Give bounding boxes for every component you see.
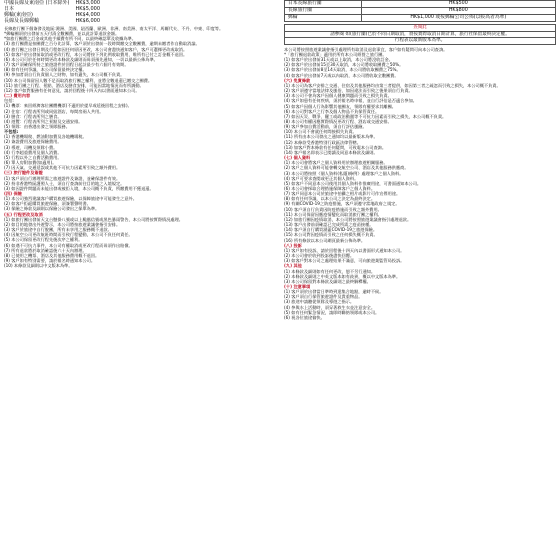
fee-row <box>285 8 556 15</box>
text-line: (3) 本公司保留對本條款及細則之最終解釋權。 <box>284 278 371 284</box>
price-value: HK$3,000 <box>75 0 101 6</box>
text-line: (6) 本公司可於任何時間更改本條款及細則而毋須預先通知，一切以最新公佈為準。 <box>4 56 158 62</box>
text-line: (2) 客戶須遵守當地法律及風俗，如因違法而引致之後果須自行負責。 <box>284 88 413 94</box>
section-heading: (七) 個人資料 <box>284 155 311 161</box>
text-line: (4) 如客戶於出發前7天或以內取消，本公司將收取全數團費。 <box>284 72 399 78</box>
text-line: (14) 客戶報名即表示已閱讀及同意本條款及細則。 <box>284 149 378 155</box>
text-line: (13) 客戶出發前須確認已完成所需之疫苗接種。 <box>284 222 374 228</box>
text-line: (7) 客戶須確保所持之旅遊證件於回程日起計最少有六個月有效期。 <box>4 62 129 68</box>
text-line: (3) 客戶於旅途中自行脫團，所有未享用之服務概不退款。 <box>4 227 112 233</box>
right-column <box>284 0 558 320</box>
text-line: (6) 如遇不可抗力事件，本公司有權取消或更改行程而毋須作出賠償。 <box>4 242 133 248</box>
text-line: (4) 旅行團之出發日期及行程如因任何原因更改，本公司會盡快通知客戶，客戶可選擇更改或取消。 <box>4 46 188 52</box>
notice-box <box>284 24 556 45</box>
text-line: (8) 如有任何爭議，本公司保留最終決定權。 <box>4 67 87 73</box>
text-line: (7) 客戶同意本公司於旅途中拍攝之相片或影片可作宣傳用途。 <box>284 191 401 197</box>
fee-value: HK$500 <box>361 1 555 8</box>
text-line: (1) 本公司會將客戶之個人資料用於辦理旅遊相關服務。 <box>284 160 388 166</box>
text-line: (1) 客戶如有投訴，請於回程後十四天內以書面形式通知本公司。 <box>284 247 405 253</box>
text-line: (6) 祝各位旅途愉快。 <box>284 314 325 320</box>
text-line: (7) 所有退款將於取消確認後六十天內辦理。 <box>4 247 87 253</box>
text-line: *如旅行團費之訂金或其他手續費有所不同，以最終確認單及收據為準。 <box>4 36 136 42</box>
text-line: 不包括: <box>4 129 19 135</box>
text-line: (3) 如因證件問題而未能出發或被拒入境，本公司概不負責，所繳費用不獲退還。 <box>4 185 154 191</box>
text-line: (11) 所有由本公司發出之通知均以最新版本為準。 <box>284 134 378 140</box>
text-line: (13) 如客戶對本條款有任何疑問，可致電本公司查詢。 <box>284 144 387 150</box>
section-heading: (九) 其他 <box>284 263 302 269</box>
notice-line: 查閱此 <box>285 25 555 32</box>
text-line: (2) 如目的地發出外遊警示，本公司將按旅遊業議會指引安排。 <box>4 221 121 227</box>
text-line: (1) 香港機場稅、燃油附加費及各地機場稅。 <box>4 134 87 140</box>
text-line: (8) 已使用之機票、酒店及其他服務費用概不退回。 <box>4 252 100 258</box>
text-line: (3) 本公司不會為客戶因個人健康問題而引致之損失負責。 <box>284 93 392 99</box>
text-line: 本公司將按照旅遊業議會指引處理所有取消及退款事宜，客戶如有疑問可向本公司查詢。 <box>284 46 448 52</box>
fee-value: HK$800 <box>361 8 555 15</box>
text-line: (3) 膳食：行程表所列之膳食。 <box>4 113 62 119</box>
text-line: (6) 單人房附加費(如適用)。 <box>4 160 57 166</box>
section-heading: (五) 行程更改及取消 <box>4 211 43 217</box>
notice-line: 行程表以最新版本為準。 <box>394 38 446 44</box>
text-line: (2) 客戶之個人資料可能會轉交航空公司、酒店及其他服務供應商。 <box>284 165 409 171</box>
price-label: 中國長線及東南亞 (日本除外) <box>4 0 70 6</box>
text-line: (1) 客戶須自行辦理所需之旅遊證件及簽證，並確保證件有效。 <box>4 175 121 181</box>
text-line: *「旅行團退款政策」適用於所有本公司經營之旅行團。 <box>284 51 387 57</box>
section-heading: (八) 投訴 <box>284 242 302 248</box>
text-line: 長線旅行團下個簽發及地區:澳洲、美國、紐西蘭、歐洲、非洲、南美洲、南太平洋、馬爾代夫、不丹、中東、印度等。 <box>4 26 224 31</box>
text-line: *郵輪團須於出發前五天付清全數團費，並以此計算退款金額。 <box>4 31 120 37</box>
price-value: HK$4,000 <box>75 12 101 18</box>
price-label: 日本 <box>4 6 15 12</box>
text-line: (10) 本公司不會就任何間接損失負責。 <box>284 129 357 135</box>
fee-value: HK$1,000 或按郵輪公司公佈(以較高者為準) <box>361 15 555 22</box>
text-line: (1) 客戶須於出發當日準時到達集合地點，逾時不候。 <box>284 289 384 295</box>
text-line: (3) 如客戶於出發前8至14天取消，本公司將收取團費之75%。 <box>284 67 401 73</box>
text-line: (10) 本公司保留因人數不足而取消旅行團之權利，並將全數退還已繳交之團費。 <box>4 77 153 83</box>
text-line: (9) 客戶如有特別需要，請於報名時通知本公司。 <box>4 258 96 264</box>
text-line: (14) 客戶須自行購買涵蓋COVID-19之旅遊保險。 <box>284 227 378 233</box>
text-line: (2) 持非香港特區護照人士，須自行查詢前往目的地之入境規定。 <box>4 180 125 186</box>
section-heading: (六) 免責條款 <box>284 77 311 83</box>
text-line: (1) 如旅行團出發前天文台懸掛八號或以上颱風信號或黑色暴雨警告，本公司將按實際情況處理。 <box>4 216 183 222</box>
text-line: (2) 本條款及細則之中英文版本如有歧異，概以中文版本為準。 <box>284 273 401 279</box>
text-line: (7) 如因天災、戰爭、罷工或政治動盪等不可抗力因素而引致之損失，本公司概不負責。 <box>284 113 447 119</box>
text-line: (4) 行李超重費用及個人消費。 <box>4 149 62 155</box>
text-line: (3) 旅行團費是按團費之百分比計算，客戶須於出發前一段時間繳交全數團費，逾期未繳者作自動取消論。 <box>4 41 200 47</box>
text-line: 包括: <box>4 98 14 104</box>
text-line: (4) 因航空公司更改航班時間而引致行程變動，本公司不負任何責任。 <box>4 232 133 238</box>
text-line: (9) 客戶參加自費活動前，須自行評估風險。 <box>284 124 367 130</box>
text-line: (5) 如有任何緊急情況，請即時聯絡領隊或本公司。 <box>284 309 380 315</box>
text-line: (3) 導遊、司機及領隊小費。 <box>4 144 58 150</box>
text-line: (10) 客戶須自行負責因防疫措施而引致之額外費用。 <box>284 206 382 212</box>
text-line: (4) 客戶如患有任何疾病，須於報名時申報，並自行評估是否適合參加。 <box>284 98 417 104</box>
price-row <box>4 18 106 24</box>
text-line: (3) 旅途中請聽從領隊及導遊之指示。 <box>284 299 355 305</box>
text-line: (5) 如客戶因個人行為影響其他團友，領隊有權要求其離團。 <box>284 103 396 109</box>
text-line: (2) 簽證費用及旅遊保險費用。 <box>4 139 62 145</box>
left-column <box>4 0 278 268</box>
text-line: (11) 旅行團之行程、景點、酒店及膳食安排，可能因當地情況而有所調動。 <box>4 82 144 88</box>
fee-row <box>285 15 556 22</box>
section-heading: (二) 費用內容 <box>4 93 31 99</box>
text-line: (5) 行程以外之自費活動費用。 <box>4 154 62 160</box>
text-line: (5) 如客戶不同意本公司使用其個人資料作推廣用途，可書面通知本公司。 <box>284 180 422 186</box>
text-line: (6) 本公司對客戶之行李及個人物品不負保管責任。 <box>284 108 380 114</box>
text-line: (15) 本公司對因疫情而引致之任何損失概不負責。 <box>284 232 378 238</box>
text-line: (4) 參與水上活動時，須穿著救生衣並注意安全。 <box>284 304 376 310</box>
text-line: (2) 住宿：行程表所列或同級酒店，每間房兩人共用。 <box>4 108 104 114</box>
text-line: (12) 如旅行團因疫情取消，本公司將按照旅遊業議會指引處理退款。 <box>284 216 412 222</box>
right-text-block <box>284 47 558 320</box>
text-line: (2) 本公司會於收到投訴後盡快回覆。 <box>284 253 355 259</box>
text-line: (4) 遊覽：行程表所列之景點及交通安排。 <box>4 118 83 124</box>
text-line: (11) 本公司保留因應疫情變化而取消旅行團之權利。 <box>284 211 382 217</box>
text-line: (9) 參加者須自行負責個人之財物，如有遺失，本公司概不負責。 <box>4 72 125 78</box>
text-line: (1) 本公司強烈建議客戶購買旅遊保險，以保障旅途中可能發生之意外。 <box>4 196 137 202</box>
text-line: (5) 本公司保留更改行程先後次序之權利。 <box>4 237 83 243</box>
text-line: (5) 如客戶於出發前取消或更改行程，本公司將按下列比例收取費用，唯所有已付之訂金概不退回。 <box>4 51 188 57</box>
price-label: 郵輪(東南亞) <box>4 12 33 18</box>
cancellation-fee-table <box>284 0 556 22</box>
left-text-block <box>4 26 278 268</box>
fee-label: 日本長線旅行團 <box>285 1 362 8</box>
text-line: (1) 本公司為客戶安排之交通、住宿及其他服務均由第三者提供，如因第三者之疏忽而引致之損失，本公司概不負責。 <box>284 82 501 88</box>
text-line: (2) 客戶須自行保管旅遊證件及貴重物品。 <box>284 294 363 300</box>
text-line: (2) 如客戶於出發前15至30天取消，本公司將收取團費之50%。 <box>284 62 404 68</box>
text-line: (8) 本公司有權因應實際情況更改行程、酒店或交通安排。 <box>284 118 392 124</box>
text-line: (2) 如客戶拒絕購買旅遊保險，須簽署聲明書。 <box>4 201 91 207</box>
fee-label: 長線旅行團 <box>285 8 362 15</box>
text-line: (16) 所有條款以本公司網頁最新公佈為準。 <box>284 237 366 243</box>
text-line: (3) 保險之條款及細則以保險公司發出之保單為準。 <box>4 206 100 212</box>
text-line: (1) 如客戶於出發前31天或以上取消，本公司將沒收訂金。 <box>284 57 393 63</box>
fee-label: 郵輪 <box>285 15 362 22</box>
text-line: (7) 因天氣、交通延誤或其他不可抗力因素所引致之額外費用。 <box>4 165 121 171</box>
text-line: (1) 本條款及細則如有任何更改，恕不另行通知。 <box>284 268 376 274</box>
price-value: HK$6,000 <box>75 18 101 24</box>
text-line: (4) 客戶可要求查閱或更正其個人資料。 <box>284 175 359 181</box>
text-line: (3) 如客戶對本公司之處理結果不滿意，可向旅遊業監管局投訴。 <box>284 258 405 264</box>
text-line: (10) 本條款及細則以中文版本為準。 <box>4 263 73 269</box>
price-label: 長線及長線郵輪 <box>4 18 40 24</box>
fee-row <box>285 1 556 8</box>
deposit-price-table <box>4 0 106 24</box>
text-line: (8) 如有任何爭議，以本公司之決定為最終決定。 <box>284 196 376 202</box>
notice-line: 請參閱 如(旅行團)已於不同日期取消，須按實際取消日期計算，旅行社保留最終決定權。 <box>285 32 555 39</box>
text-line: (9) 有關COVID-19之防疫措施，客戶須遵守當地政府之規定。 <box>284 201 400 207</box>
section-heading: (四) 保險 <box>4 191 22 196</box>
text-line: (12) 客戶如對服務有任何意見，請於回程後十四天內以書面通知本公司。 <box>4 87 140 93</box>
text-line: (6) 本公司會採取合理措施保障客戶之個人資料。 <box>284 186 376 191</box>
text-line: (12) 本條款受香港特別行政區法律管轄。 <box>284 139 361 145</box>
text-line: (5) 領隊：由香港出發之領隊服務。 <box>4 123 70 129</box>
section-heading: (三) 旅行證件及簽證 <box>4 170 43 176</box>
text-line: (3) 本公司將按照《個人資料(私隱)條例》處理客戶之個人資料。 <box>284 170 404 176</box>
text-line: (1) 機票：來回經濟客位團體機票(不適用於提早或延後回程之安排)。 <box>4 103 132 109</box>
price-value: HK$5,000 <box>75 6 101 12</box>
section-heading: (十) 注意事項 <box>284 283 311 289</box>
